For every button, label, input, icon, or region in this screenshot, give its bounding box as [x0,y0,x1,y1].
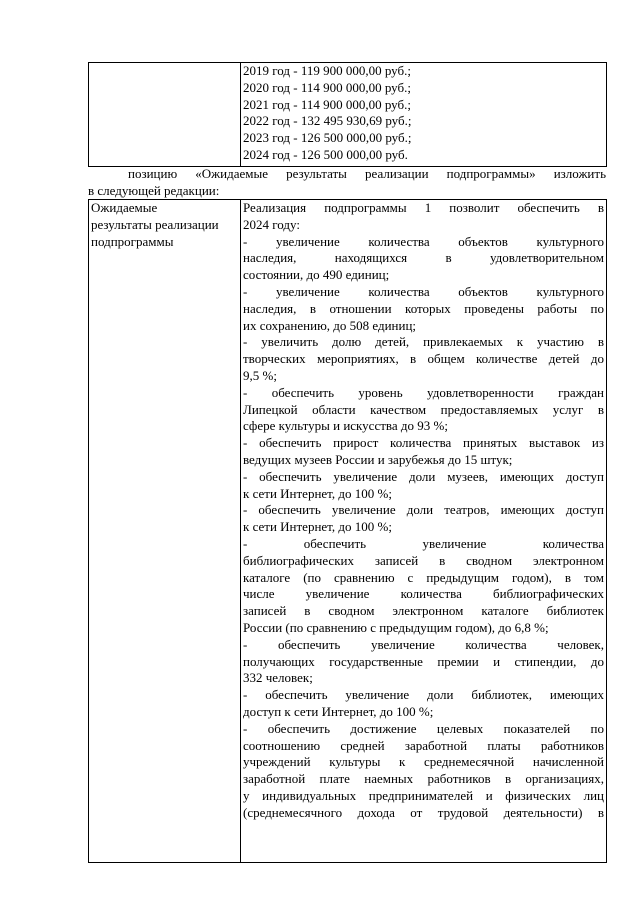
intro-line-1: позицию «Ожидаемые результаты реализации подпрограммы» изложить [128,166,606,181]
intro-line-2: в следующей редакции: [88,183,220,198]
results-text-line: Липецкой области качеством предоставляемых услуг в [243,401,604,417]
funding-label-cell [89,63,241,167]
results-text-line: сфере культуры и искусства до 93 %; [243,418,448,434]
results-text-line: соотношению средней заработной платы работников [243,737,604,753]
results-text-line: числе увеличение количества библиографических [243,586,604,602]
results-text-line: России (по сравнению с предыдущим годом), до 6,8 %; [243,619,549,635]
expected-results-table [88,199,607,863]
results-text-line: Реализация подпрограммы 1 позволит обеспечить в [243,200,604,215]
funding-values-cell [241,63,607,167]
funding-line: 2022 год - 132 495 930,69 руб.; [243,113,412,129]
results-text-line: - обеспечить увеличение доли библиотек, имеющих [243,687,604,703]
results-text-line: доступ к сети Интернет, до 100 %; [243,703,434,719]
results-text-line: - обеспечить увеличение количества [243,535,604,551]
results-text-line: - увеличить долю детей, привлекаемых к участию в [243,334,604,350]
table-row [89,63,607,167]
results-content-cell [241,200,607,863]
funding-line: 2024 год - 126 500 000,00 руб. [243,146,408,162]
results-label-line: подпрограммы [91,233,174,249]
results-label-line: Ожидаемые [91,200,158,215]
results-text-line: каталоге (по сравнению с предыдущим годом), в том [243,569,604,585]
results-text-line: ведущих музеев России и зарубежья до 15 штук; [243,451,513,467]
funding-table [88,62,607,167]
results-text-line: их сохранению, до 508 единиц; [243,317,417,333]
funding-line: 2021 год - 114 900 000,00 руб.; [243,96,411,112]
results-text [243,200,604,821]
results-text-line: - увеличение количества объектов культурного [243,283,604,299]
results-text-line: - обеспечить увеличение доли театров, имеющих доступ [243,502,604,518]
results-text-line: записей в сводном электронном каталоге библиотек [243,603,604,619]
results-text-line: наследия, находящихся в удовлетворительном [243,250,604,266]
results-text-line: (среднемесячного дохода от трудовой деятельности) в [243,804,604,820]
results-text-line: к сети Интернет, до 100 %; [243,485,392,501]
results-text-line: учреждений культуры к среднемесячной начисленной [243,754,604,770]
funding-line: 2023 год - 126 500 000,00 руб.; [243,130,412,146]
results-text-line: 332 человек; [243,670,313,686]
results-text-line: - увеличение количества объектов культурного [243,233,604,249]
results-text-line: - обеспечить прирост количества принятых выставок из [243,435,604,451]
results-text-line: 9,5 %; [243,367,277,383]
results-text-line: - обеспечить увеличение доли музеев, имеющих доступ [243,468,604,484]
results-text-line: у индивидуальных предпринимателей и физических лиц [243,787,604,803]
results-text-line: получающих государственные премии и стипендии, до [243,653,604,669]
results-label-cell [89,200,241,863]
results-label-line: результаты реализации [91,216,219,232]
results-text-line: состоянии, до 490 единиц; [243,267,390,283]
results-text-line: заработной плате наемных работников в организациях, [243,771,604,787]
results-text-line: творческих мероприятиях, в общем количестве детей до [243,351,604,367]
results-text-line: - обеспечить уровень удовлетворенности граждан [243,384,604,400]
funding-line: 2019 год - 119 900 000,00 руб.; [243,63,411,78]
results-text-line: - обеспечить достижение целевых показателей по [243,720,604,736]
results-text-line: 2024 году: [243,216,300,232]
funding-line: 2020 год - 114 900 000,00 руб.; [243,79,411,95]
results-text-line: - обеспечить увеличение количества человек, [243,636,604,652]
results-text-line: наследия, в отношении которых проведены работы по [243,300,604,316]
results-text-line: библиографических записей в сводном электронном [243,552,604,568]
table-row [89,200,607,863]
amendment-intro [88,165,606,199]
results-text-line: к сети Интернет, до 100 %; [243,519,392,535]
